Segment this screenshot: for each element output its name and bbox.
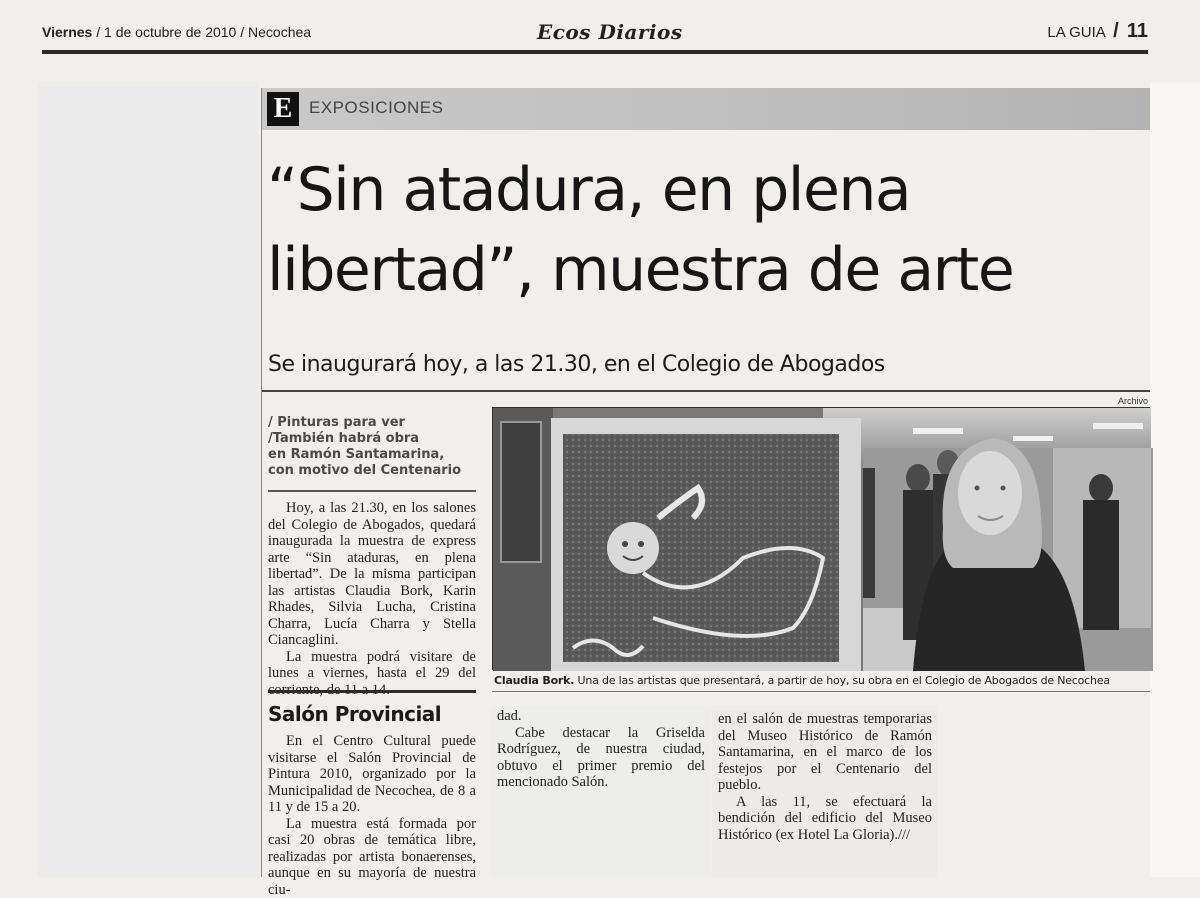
headline-rule [262, 390, 1150, 392]
section-band [262, 88, 1150, 130]
caption-rule [492, 691, 1150, 692]
photo-credit: Archivo [1118, 396, 1148, 406]
kicker-rule [268, 490, 476, 492]
headline-line-2: libertad”, muestra de arte [267, 235, 1013, 305]
body-paragraph: La muestra podrá visitare de lunes a viernes, hasta el 29 del [268, 649, 476, 699]
masthead-day: Viernes [42, 24, 92, 40]
page-number: 11 [1127, 20, 1148, 42]
page-masthead [42, 16, 1148, 54]
salon-body [268, 733, 476, 898]
subsection-title: Salón Provincial [268, 702, 476, 726]
headline-line-1: “Sin atadura, en plena [267, 155, 910, 225]
section-label: EXPOSICIONES [309, 98, 443, 118]
page-separator: / [1113, 20, 1119, 42]
article-headline [267, 150, 1147, 310]
article-subhead: Se inaugurará hoy, a las 21.30, en el Colegio de Abogados [268, 352, 1138, 377]
kicker-line: / Pinturas para ver [268, 415, 478, 431]
body-paragraph: Cabe destacar la Griselda Rodríguez, de nuestra ciudad, obtuvo el primer premio del mencionado Salón. [497, 725, 705, 791]
column-divider [261, 88, 262, 877]
section-name: LA GUIA [1047, 24, 1105, 41]
column-rule [268, 690, 476, 693]
caption-text: Una de las artistas que presentará, a partir de hoy, su obra en el Colegio de Abogados de Necochea [574, 674, 1110, 687]
kicker-line: en Ramón Santamarina, [268, 447, 478, 463]
body-paragraph: La muestra está formada por casi 20 obras de temática libre, realizadas por artista bonaerenses, aunque en su mayoría de nuestra ciu- [268, 816, 476, 898]
body-continuation: dad. [497, 708, 705, 725]
blank-left-panel [38, 82, 258, 877]
photo-illustration [493, 408, 1151, 671]
masthead-date [42, 24, 311, 40]
masthead-date-place: / 1 de octubre de 2010 / Necochea [96, 24, 311, 40]
photo-caption [494, 674, 1150, 687]
kicker-line: con motivo del Centenario [268, 463, 478, 479]
column-3-body [718, 711, 932, 843]
body-continuation: en el salón de muestras temporarias del Museo Histórico de Ramón Santamarina, en el marco de los festejos por el Centenario del pueblo. [718, 711, 932, 794]
article-kicker [268, 415, 478, 479]
body-paragraph: Hoy, a las 21.30, en los salones del Colegio de Abogados, quedará inaugurada la muestra de express arte “Sin ataduras, en plena libertad”. De la misma participan las artistas Claudia Bork, Karin Rhades, Silvia Lucha, Cristina Charra, Lucía Charra y Stella Ciancaglini. [268, 500, 476, 649]
body-paragraph: En el Centro Cultural puede visitarse el Salón Provincial de Pintura 2010, organizado por la Municipalidad de Necochea, de 8 a 11 y de 15 a 20. [268, 733, 476, 816]
newspaper-name: Ecos Diarios [537, 20, 683, 44]
kicker-line: /También habrá obra [268, 431, 478, 447]
article-body-intro [268, 500, 476, 698]
blank-right-margin [1150, 82, 1200, 877]
section-letter-badge: E [267, 92, 299, 126]
body-paragraph: A las 11, se efectuará la bendición del edificio del Museo Histórico (ex Hotel La Gloria)./// [718, 794, 932, 844]
column-2-body [497, 708, 705, 791]
caption-name: Claudia Bork. [494, 674, 574, 687]
article-photo [492, 407, 1150, 670]
masthead-section [1047, 20, 1148, 43]
